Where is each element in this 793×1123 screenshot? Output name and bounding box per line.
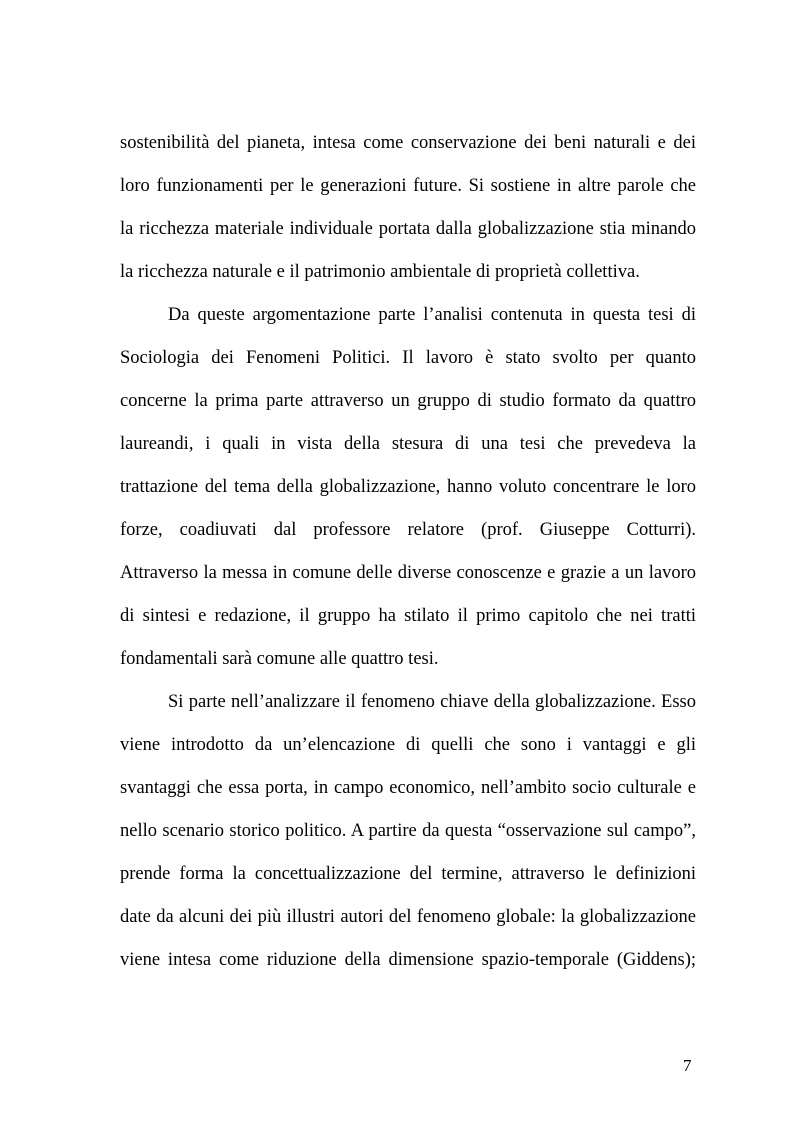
text-line: viene intesa come riduzione della dimensione spazio-temporale (Giddens);	[120, 950, 696, 970]
text-line: loro funzionamenti per le generazioni future. Si sostiene in altre parole che	[120, 176, 696, 196]
text-line: forze, coadiuvati dal professore relatore (prof. Giuseppe Cotturri).	[120, 520, 696, 540]
text-line: di sintesi e redazione, il gruppo ha stilato il primo capitolo che nei tratti	[120, 606, 696, 626]
text-line: Attraverso la messa in comune delle diverse conoscenze e grazie a un lavoro	[120, 563, 696, 583]
text-line: concerne la prima parte attraverso un gruppo di studio formato da quattro	[120, 391, 696, 411]
text-line: svantaggi che essa porta, in campo economico, nell’ambito socio culturale e	[120, 778, 696, 798]
text-line: viene introdotto da un’elencazione di quelli che sono i vantaggi e gli	[120, 735, 696, 755]
text-line: prende forma la concettualizzazione del termine, attraverso le definizioni	[120, 864, 696, 884]
text-line: Si parte nell’analizzare il fenomeno chiave della globalizzazione. Esso	[168, 692, 696, 712]
text-line: la ricchezza materiale individuale portata dalla globalizzazione stia minando	[120, 219, 696, 239]
text-line: fondamentali sarà comune alle quattro tesi.	[120, 649, 439, 669]
text-line: nello scenario storico politico. A partire da questa “osservazione sul campo”,	[120, 821, 696, 841]
text-line: trattazione del tema della globalizzazione, hanno voluto concentrare le loro	[120, 477, 696, 497]
page-number: 7	[683, 1056, 692, 1075]
text-line: laureandi, i quali in vista della stesura di una tesi che prevedeva la	[120, 434, 696, 454]
body-text	[120, 126, 696, 986]
text-line: date da alcuni dei più illustri autori del fenomeno globale: la globalizzazione	[120, 907, 696, 927]
text-line: sostenibilità del pianeta, intesa come conservazione dei beni naturali e dei	[120, 133, 696, 153]
text-line: Da queste argomentazione parte l’analisi contenuta in questa tesi di	[168, 305, 696, 325]
text-line: la ricchezza naturale e il patrimonio ambientale di proprietà collettiva.	[120, 262, 640, 282]
text-line: Sociologia dei Fenomeni Politici. Il lavoro è stato svolto per quanto	[120, 348, 696, 368]
